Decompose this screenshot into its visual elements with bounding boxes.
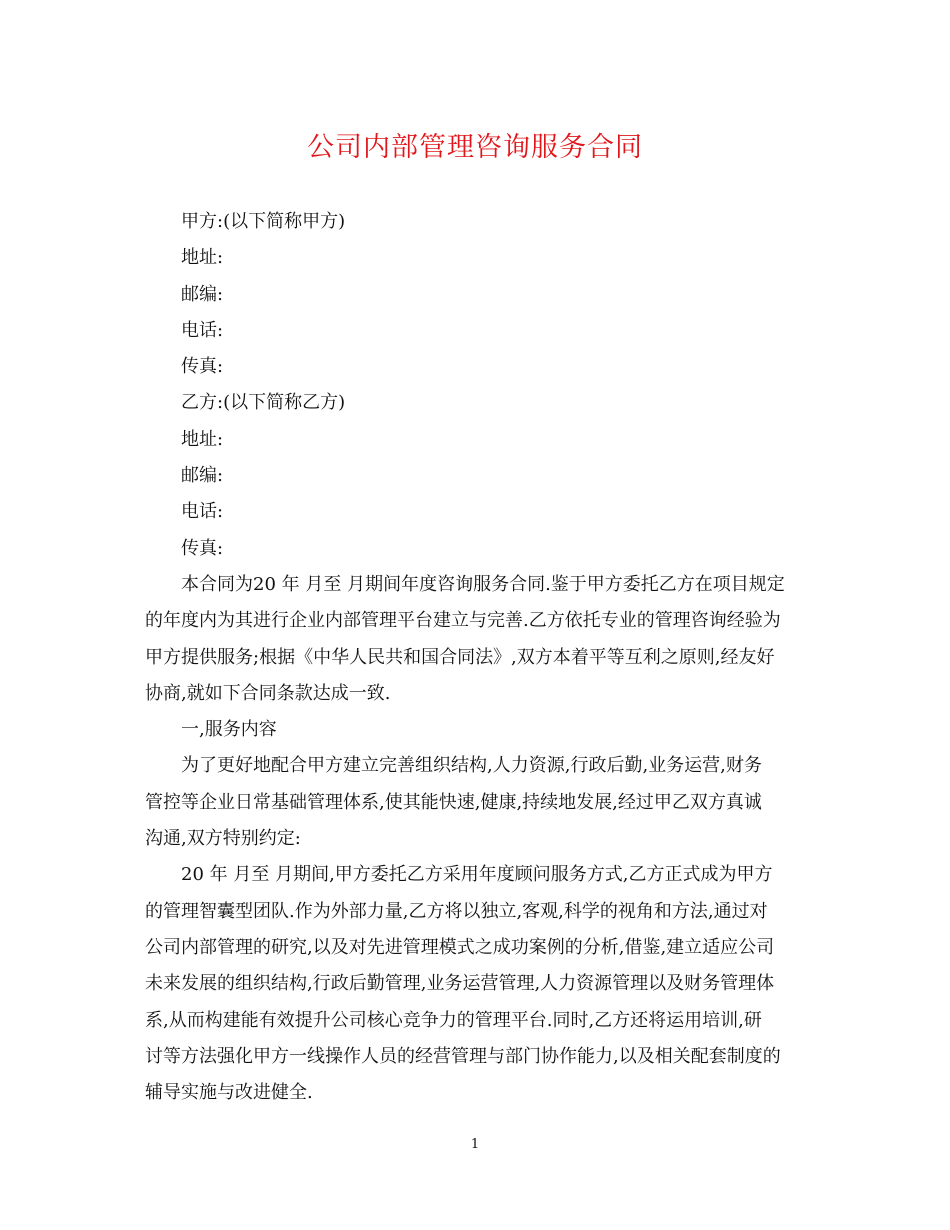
section-1-para-2-line-2: 的管理智囊型团队.作为外部力量,乙方将以独立,客观,科学的视角和方法,通过对 [145,900,768,922]
section-1-para-1-line-2: 管控等企业日常基础管理体系,使其能快速,健康,持续地发展,经过甲乙双方真诚 [145,791,762,813]
party-b-phone: 电话: [181,501,224,523]
intro-line-3: 甲方提供服务;根据《中华人民共和国合同法》,双方本着平等互利之原则,经友好 [145,646,775,668]
intro-line-1: 本合同为20 年 月至 月期间年度咨询服务合同.鉴于甲方委托乙方在项目规定 [181,573,785,595]
page-number: 1 [470,1137,480,1152]
party-a-name: 甲方:(以下简称甲方) [181,211,346,232]
section-1-para-1-line-3: 沟通,双方特别约定: [145,828,301,850]
party-b-fax: 传真: [181,537,224,559]
section-1-para-2-line-3: 公司内部管理的研究,以及对先进管理模式之成功案例的分析,借鉴,建立适应公司 [145,936,775,958]
section-1-para-2-line-5: 系,从而构建能有效提升公司核心竞争力的管理平台.同时,乙方还将运用培训,研 [145,1009,762,1031]
section-1-para-2-line-4: 未来发展的组织结构,行政后勤管理,业务运营管理,人力资源管理以及财务管理体 [145,973,775,995]
intro-line-4: 协商,就如下合同条款达成一致. [145,682,391,704]
document-title: 公司内部管理咨询服务合同 [307,132,643,163]
party-b-postcode: 邮编: [181,465,224,487]
section-1-para-2-line-1: 20 年 月至 月期间,甲方委托乙方采用年度顾问服务方式,乙方正式成为甲方 [181,864,773,886]
document-body [145,204,810,1111]
section-1-para-1-line-1: 为了更好地配合甲方建立完善组织结构,人力资源,行政后勤,业务运营,财务 [181,755,762,777]
party-a-fax: 传真: [181,356,224,378]
party-b-address: 地址: [181,428,224,450]
party-b-name: 乙方:(以下简称乙方) [181,392,346,414]
section-1-para-2-line-7: 辅导实施与改进健全. [145,1082,313,1104]
section-1-heading: 一,服务内容 [181,719,277,741]
section-1-para-2-line-6: 讨等方法强化甲方一线操作人员的经营管理与部门协作能力,以及相关配套制度的 [145,1045,781,1067]
party-a-postcode: 邮编: [181,283,224,305]
party-a-address: 地址: [181,247,224,269]
intro-line-2: 的年度内为其进行企业内部管理平台建立与完善.乙方依托专业的管理咨询经验为 [145,610,781,632]
party-a-phone: 电话: [181,319,224,341]
